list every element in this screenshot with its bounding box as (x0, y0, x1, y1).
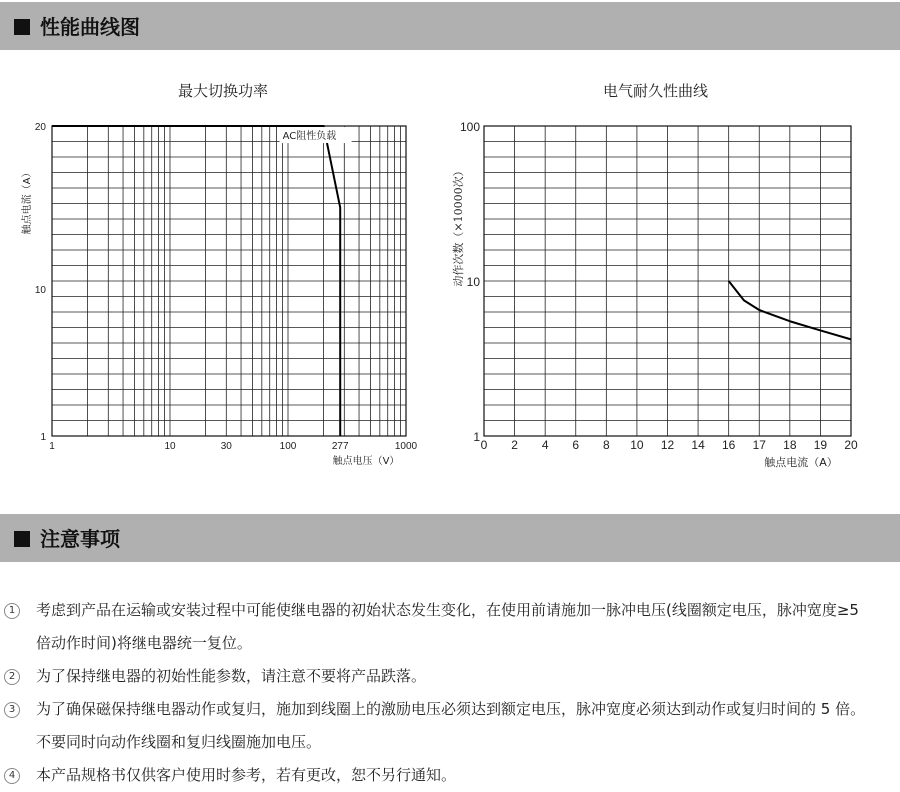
square-bullet-icon (14, 531, 30, 547)
note-number: 1 (4, 603, 20, 619)
x-tick-label: 14 (691, 438, 705, 452)
x-tick-label: 10 (164, 441, 176, 452)
note-text: 为了保持继电器的初始性能参数，请注意不要将产品跌落。 (36, 667, 427, 685)
note-number: 4 (4, 768, 20, 784)
y-tick-label: 10 (466, 275, 480, 289)
x-tick-label: 16 (721, 438, 736, 452)
x-tick-label: 8 (602, 438, 610, 452)
note-text: 本产品规格书仅供客户使用时参考，若有更改，恕不另行通知。 (36, 766, 457, 784)
x-tick-label: 18 (783, 438, 797, 452)
note-text: 为了确保磁保持继电器动作或复归，施加到线圈上的激励电压必须达到额定电压，脉冲宽度必须达到动作或复归时间的 5 倍。不要同时向动作线圈和复归线圈施加电压。 (36, 700, 866, 751)
x-tick-label: 4 (541, 438, 549, 452)
note-text: 考虑到产品在运输或安装过程中可能使继电器的初始状态发生变化，在使用前请施加一脉冲电压(线圈额定电压，脉冲宽度≥5 倍动作时间)将继电器统一复位。 (36, 601, 859, 652)
x-tick-label: 10 (630, 438, 644, 452)
x-tick-label: 100 (279, 441, 297, 452)
x-tick-label: 6 (572, 438, 580, 452)
x-tick-label: 19 (813, 438, 828, 452)
section-title-performance: 性能曲线图 (40, 15, 140, 39)
section-header-notes (0, 514, 900, 562)
y-axis-label: 触点电流（A） (22, 167, 33, 235)
x-tick-label: 30 (220, 441, 232, 452)
x-tick-label: 12 (660, 438, 675, 452)
y-tick-label: 1 (473, 430, 480, 444)
x-tick-label: 2 (511, 438, 518, 452)
chart2-title: 电气耐久性曲线 (603, 82, 709, 100)
y-tick-label: 10 (34, 285, 46, 297)
y-tick-label: 20 (34, 122, 46, 133)
x-tick-label: 17 (752, 438, 766, 452)
x-tick-label: 277 (331, 441, 349, 452)
note-number: 2 (4, 669, 20, 685)
x-tick-label: 1 (49, 441, 55, 452)
chart1-title: 最大切换功率 (178, 82, 269, 100)
x-axis-label: 触点电流（A） (764, 456, 838, 469)
x-tick-label: 1000 (394, 441, 418, 452)
y-axis-label: 动作次数（×10000次） (452, 165, 465, 287)
section-title-notes: 注意事项 (40, 527, 120, 551)
y-tick-label: 1 (40, 432, 46, 443)
y-tick-label: 100 (459, 120, 480, 134)
note-number: 3 (4, 702, 20, 718)
series-annotation: AC阻性负载 (282, 131, 337, 143)
x-tick-label: 0 (480, 438, 488, 452)
x-axis-label: 触点电压（V） (332, 456, 400, 467)
x-tick-label: 20 (844, 438, 858, 452)
